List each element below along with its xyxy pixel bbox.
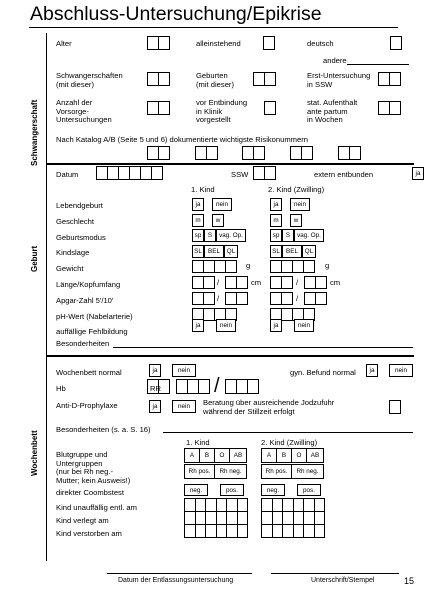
label-geburten: Geburten (mit dieser) [196, 71, 234, 89]
wb-normal-nein[interactable]: nein [172, 364, 196, 377]
label-alleinstehend: alleinstehend [196, 39, 241, 48]
kind2-laenge-unit: cm [330, 278, 341, 287]
gyn-nein[interactable]: nein [389, 364, 413, 377]
kind1-modus-sp[interactable]: sp [192, 229, 204, 242]
label-coombstest: direkter Coombstest [56, 488, 124, 497]
label-beratung-jod: Beratung über ausreichende Jodzufuhr während der Stillzeit erfolgt [203, 398, 335, 416]
kind1-gewicht-unit: g [246, 261, 251, 270]
label-lebendgeburt: Lebendgeburt [56, 201, 103, 210]
label-blutgruppe: Blutgruppe und Untergruppen (nur bei Rh neg.- Mutter; kein Ausweis!) [56, 450, 131, 485]
kind2-bg-a[interactable]: A [261, 448, 277, 463]
label-besonderheiten-wb: Besonderheiten (s. a. S. 16) [56, 425, 151, 434]
footer-unterschrift-label: Unterschrift/Stempel [311, 577, 375, 584]
label-fehlbildung: auffällige Fehlbildung [56, 327, 128, 336]
label-stat-aufenthalt: stat. Aufenthalt ante partum in Wochen [307, 98, 358, 124]
kind2-laenge-sep: / [296, 278, 299, 287]
page-title: Abschluss-Untersuchung/Epikrise [30, 3, 322, 25]
geburten-field[interactable] [264, 72, 276, 86]
label-schwangerschaften: Schwangerschaften (mit dieser) [56, 71, 123, 89]
label-ssw: SSW [231, 170, 249, 179]
kind1-fehl-nein[interactable]: nein [216, 319, 236, 332]
besonderheiten-wb-line[interactable] [163, 432, 413, 433]
kind2-modus-sp[interactable]: sp [270, 229, 282, 242]
kind2-modus-s[interactable]: S [282, 229, 294, 242]
kind2-lage-bel[interactable]: BEL [282, 245, 302, 258]
label-apgar: Apgar-Zahl 5'/10' [56, 296, 114, 305]
page-number: 15 [404, 576, 415, 586]
footer-date-line[interactable] [107, 573, 252, 574]
kind1-lage-ql[interactable]: QL [224, 245, 238, 258]
risk-number-field[interactable] [158, 146, 170, 160]
stat-aufenthalt-field[interactable] [389, 101, 401, 115]
kind2-lebend-nein[interactable]: nein [290, 198, 310, 211]
section-label-schwangerschaft: Schwangerschaft [30, 99, 39, 166]
kind2-lage-sl[interactable]: SL [270, 245, 282, 258]
kind1-fehl-ja[interactable]: ja [192, 319, 204, 332]
kind1-bg-a[interactable]: A [184, 448, 200, 463]
kind2-rh-neg[interactable]: Rh neg. [291, 464, 324, 479]
footer-datum-label: Datum der Entlassungsuntersuchung [118, 577, 234, 584]
wb-normal-ja[interactable]: ja [149, 364, 161, 377]
label-rr-visible: RR [150, 384, 161, 393]
label-deutsch: deutsch [307, 39, 334, 48]
kind1-bg-ab[interactable]: AB [229, 448, 247, 463]
extern-ja-checkbox[interactable]: ja [412, 167, 424, 180]
kind2-apgar-field[interactable] [281, 292, 293, 305]
kind1-kopf-field[interactable] [236, 276, 248, 289]
kind1-laenge-field[interactable] [203, 276, 215, 289]
kind2-apgar-field[interactable] [315, 292, 327, 305]
kind1-apgar-sep: / [217, 294, 220, 303]
label-kindslage: Kindslage [56, 248, 90, 257]
kind1-rh-neg[interactable]: Rh neg. [214, 464, 247, 479]
wb-kind1-header: 1. Kind [186, 438, 210, 447]
label-kind-unauffaellig: Kind unauffällig entl. am [56, 503, 137, 512]
besonderheiten-geburt-line[interactable] [113, 347, 413, 348]
alleinstehend-checkbox[interactable] [263, 36, 275, 50]
kind2-header: 2. Kind (Zwilling) [268, 185, 325, 194]
kind2-gewicht-unit: g [325, 261, 330, 270]
label-kind-verlegt: Kind verlegt am [56, 516, 109, 525]
label-gewicht: Gewicht [56, 264, 84, 273]
section-divider [46, 355, 414, 357]
kind1-header: 1. Kind [191, 185, 215, 194]
label-anti-d: Anti-D-Prophylaxe [56, 401, 118, 410]
kind2-fehl-ja[interactable]: ja [270, 319, 282, 332]
kind1-lage-bel[interactable]: BEL [204, 245, 224, 258]
kind2-laenge-field[interactable] [281, 276, 293, 289]
ssw-field[interactable] [264, 166, 276, 180]
kind2-coombs-neg[interactable]: neg. [261, 484, 285, 496]
label-besonderheiten-geburt: Besonderheiten [56, 339, 110, 348]
kind2-bg-o[interactable]: O [291, 448, 307, 463]
rr-diastolic-field[interactable] [247, 379, 259, 394]
kind2-rh-pos[interactable]: Rh pos. [261, 464, 292, 479]
kind2-coombs-pos[interactable]: pos. [297, 484, 321, 496]
kind2-kopf-field[interactable] [315, 276, 327, 289]
label-laenge: Länge/Kopfumfang [56, 280, 121, 289]
kind1-date-grid[interactable] [184, 498, 248, 538]
kind2-modus-vag-op[interactable]: vag. Op. [294, 229, 324, 242]
section-label-wochenbett: Wochenbett [30, 430, 39, 476]
label-geschlecht: Geschlecht [56, 217, 94, 226]
kind2-fehl-nein[interactable]: nein [294, 319, 314, 332]
kind1-geschlecht-m[interactable]: m [192, 214, 204, 227]
kind2-geschlecht-m[interactable]: m [270, 214, 282, 227]
katalog-text: Nach Katalog A/B (Seite 5 und 6) dokumentierte wichtigste Risikonummern [56, 135, 308, 144]
kind2-date-grid[interactable] [261, 498, 325, 538]
rr-separator: / [214, 375, 220, 397]
erst-ssw-field[interactable] [389, 72, 401, 86]
label-kind-verstorben: Kind verstorben am [56, 529, 122, 538]
beratung-checkbox[interactable] [389, 400, 401, 414]
kind1-lage-sl[interactable]: SL [192, 245, 204, 258]
entbindung-checkbox[interactable] [264, 101, 276, 115]
left-margin-rule [46, 33, 47, 561]
label-geburtsmodus: Geburtsmodus [56, 233, 106, 242]
label-vorsorge: Anzahl der Vorsorge- Untersuchungen [56, 98, 112, 124]
andere-line[interactable] [347, 64, 409, 65]
kind1-coombs-neg[interactable]: neg. [184, 484, 208, 496]
kind2-lebend-ja[interactable]: ja [270, 198, 282, 211]
kind1-lebend-nein[interactable]: nein [212, 198, 232, 211]
kind1-geschlecht-w[interactable]: w [212, 214, 224, 227]
label-datum: Datum [56, 170, 79, 179]
kind1-modus-vag-op[interactable]: vag. Op. [216, 229, 246, 242]
section-divider [46, 163, 414, 165]
label-ph-wert: pH-Wert (Nabelarterie) [56, 312, 133, 321]
kind1-rh-pos[interactable]: Rh pos. [184, 464, 215, 479]
risk-number-field[interactable] [349, 146, 361, 160]
anti-d-nein[interactable]: nein [172, 400, 196, 413]
datum-field[interactable] [151, 166, 163, 180]
kind2-lage-ql[interactable]: QL [302, 245, 316, 258]
label-hb: Hb [56, 384, 66, 393]
kind1-coombs-pos[interactable]: pos. [220, 484, 244, 496]
footer-signature-line[interactable] [271, 573, 399, 574]
alter-field[interactable] [158, 36, 170, 50]
deutsch-checkbox[interactable] [390, 36, 402, 50]
label-alter: Alter [56, 39, 72, 48]
label-andere: andere [323, 56, 347, 65]
label-gyn-befund: gyn. Befund normal [290, 368, 356, 377]
kind2-bg-ab[interactable]: AB [306, 448, 324, 463]
kind1-apgar-field[interactable] [236, 292, 248, 305]
kind1-gewicht-field[interactable] [225, 260, 237, 273]
anti-d-ja[interactable]: ja [149, 400, 161, 413]
label-wochenbett-normal: Wochenbett normal [56, 368, 122, 377]
wb-kind2-header: 2. Kind (Zwilling) [261, 438, 318, 447]
risk-number-field[interactable] [301, 146, 313, 160]
rr-systolic-field[interactable] [198, 379, 210, 394]
kind1-modus-s[interactable]: S [204, 229, 216, 242]
label-vor-entbindung: vor Entbindung in Klinik vorgestellt [196, 98, 248, 124]
label-erst-untersuchung: Erst-Untersuchung in SSW [307, 71, 371, 89]
risk-number-field[interactable] [253, 146, 265, 160]
kind2-geschlecht-w[interactable]: w [290, 214, 302, 227]
kind1-laenge-unit: cm [251, 278, 262, 287]
section-label-geburt: Geburt [30, 245, 39, 272]
kind2-gewicht-field[interactable] [303, 260, 315, 273]
gyn-ja[interactable]: ja [366, 364, 378, 377]
kind1-apgar-field[interactable] [203, 292, 215, 305]
kind2-apgar-sep: / [296, 294, 299, 303]
vorsorge-field[interactable] [158, 101, 170, 115]
kind1-bg-b[interactable]: B [199, 448, 215, 463]
schwangerschaften-field[interactable] [158, 72, 170, 86]
risk-number-field[interactable] [206, 146, 218, 160]
title-rule [29, 27, 398, 28]
kind1-bg-o[interactable]: O [214, 448, 230, 463]
kind1-laenge-sep: / [217, 278, 220, 287]
kind2-bg-b[interactable]: B [276, 448, 292, 463]
kind1-lebend-ja[interactable]: ja [192, 198, 204, 211]
label-extern-entbunden: extern entbunden [314, 170, 374, 179]
